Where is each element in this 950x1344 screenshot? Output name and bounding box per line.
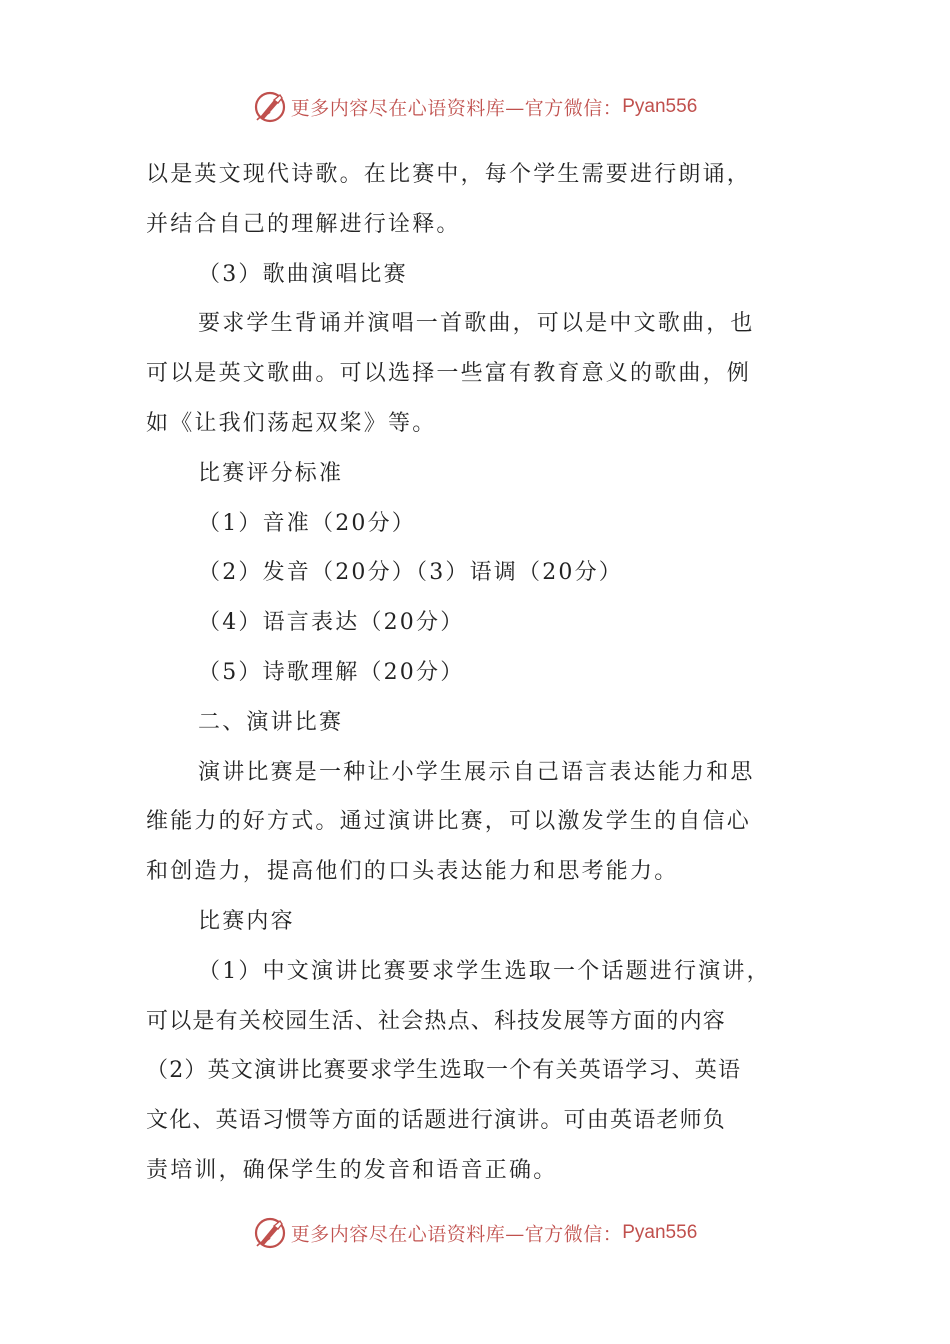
- paragraph-line: 和创造力，提高他们的口头表达能力和思考能力。: [146, 859, 679, 885]
- list-item: （1）音准（20分）: [198, 510, 416, 536]
- section-heading: 比赛评分标准: [198, 460, 344, 486]
- list-item: （4）语言表达（20分）: [198, 610, 465, 636]
- banner-wechat-id: Pyan556: [622, 1222, 698, 1243]
- paragraph-line: 并结合自己的理解进行诠释。: [146, 211, 461, 237]
- paragraph-line: 可以是有关校园生活、社会热点、科技发展等方面的内容: [146, 1008, 727, 1034]
- banner-text: 更多内容尽在心语资料库—官方微信：: [290, 1223, 623, 1246]
- banner-wechat-id: Pyan556: [622, 96, 698, 117]
- pen-nib-logo-icon: [253, 1216, 287, 1250]
- pen-nib-logo-icon: [253, 90, 287, 124]
- paragraph-line: 如《让我们荡起双桨》等。: [146, 410, 437, 436]
- list-item: （5）诗歌理解（20分）: [198, 659, 465, 685]
- paragraph-line: 演讲比赛是一种让小学生展示自己语言表达能力和思: [198, 759, 755, 785]
- banner-text: 更多内容尽在心语资料库—官方微信：: [290, 97, 623, 120]
- paragraph-line: （1）中文演讲比赛要求学生选取一个话题进行演讲，: [198, 958, 771, 984]
- paragraph-line: 责培训，确保学生的发音和语音正确。: [146, 1157, 558, 1183]
- section-heading: （3）歌曲演唱比赛: [198, 261, 408, 287]
- paragraph-line: （2）英文演讲比赛要求学生选取一个有关英语学习、英语: [146, 1058, 742, 1084]
- paragraph-line: 以是英文现代诗歌。在比赛中，每个学生需要进行朗诵，: [146, 162, 752, 187]
- paragraph-line: 维能力的好方式。通过演讲比赛，可以激发学生的自信心: [146, 809, 752, 835]
- document-body: [146, 150, 806, 1196]
- section-heading: 二、演讲比赛: [198, 709, 344, 735]
- footer-watermark-banner: [0, 1216, 950, 1250]
- paragraph-line: 要求学生背诵并演唱一首歌曲，可以是中文歌曲，也: [198, 311, 755, 337]
- list-item: （2）发音（20分）（3）语调（20分）: [198, 560, 623, 586]
- paragraph-line: 文化、英语习惯等方面的话题进行演讲。可由英语老师负: [146, 1108, 727, 1134]
- paragraph-line: 可以是英文歌曲。可以选择一些富有教育意义的歌曲，例: [146, 361, 752, 387]
- section-heading: 比赛内容: [198, 908, 295, 934]
- header-watermark-banner: [0, 90, 950, 124]
